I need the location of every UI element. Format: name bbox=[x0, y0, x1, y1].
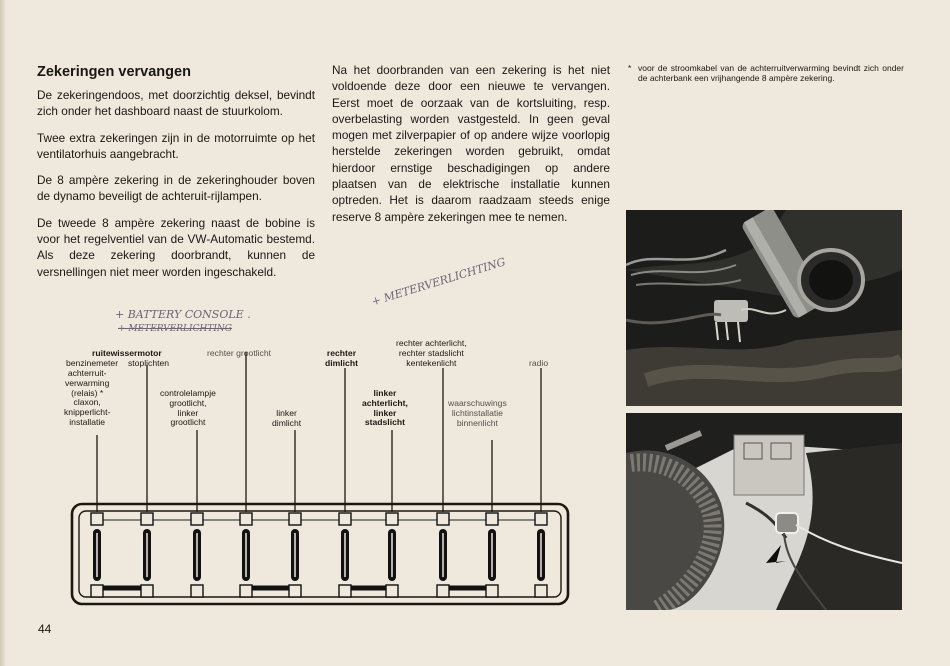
paragraph-fusebox: De zekeringendoos, met doorzichtig deksel, bevindt zich onder het dashboard naast de stuurkolom. bbox=[37, 88, 315, 119]
footnote bbox=[628, 63, 904, 83]
footnote-marker: * bbox=[628, 63, 632, 73]
handwriting-battery-console: + BATTERY CONSOLE . bbox=[115, 308, 251, 321]
label-stoplichten: stoplichten bbox=[128, 358, 170, 368]
paragraph-automatic: De tweede 8 ampère zekering naast de bobine is voor het regelventiel van de VW-Automatic bestemd. Als deze zekering doorbrandt, kunnen de versnellingen niet meer worden ingeschakeld. bbox=[37, 215, 315, 279]
label-achterruitverwarming: achterruit- verwarming (relais) * claxon, knipperlicht- installatie bbox=[64, 368, 111, 427]
handwriting-meter-crossed: + METERVERLICHTING bbox=[118, 324, 232, 334]
middle-column: Na het doorbranden van een zekering is het niet voldoende deze door een nieuwe te vervangen. Eerst moet de oorzaak van de kortsluiting, resp. overbelasting worden vastgesteld. In geen geval mogen met zilverpapier of op andere wijze voorlopig herstelde zekeringen worden gebruikt, omdat hierdoor ernstige beschadigingen op andere plaatsen van de elektrische installatie kunnen optreden. Het is daarom raadzaam steeds enige reserve 8 ampère zekeringen mee te nemen. bbox=[332, 63, 610, 224]
label-controlelampje: controlelampje grootlicht, linker grootlicht bbox=[160, 388, 216, 428]
page-number: 44 bbox=[38, 622, 52, 636]
left-column bbox=[37, 64, 315, 290]
fuse-box-diagram bbox=[60, 330, 580, 610]
label-rechter-achterlicht: rechter achterlicht, rechter stadslicht kentekenlicht bbox=[396, 338, 467, 368]
label-linker-achterlicht: linker achterlicht, linker stadslicht bbox=[362, 388, 408, 428]
label-ruitewissermotor: ruitewissermotor bbox=[92, 348, 162, 358]
label-waarschuwingslicht: waarschuwings lichtinstallatie binnenlicht bbox=[448, 398, 507, 428]
label-radio: radio bbox=[529, 358, 549, 368]
label-rechter-grootlicht: rechter grootlicht bbox=[207, 348, 272, 358]
footnote-text: voor de stroomkabel van de achterruitverwarming bevindt zich onder de achterbank een vrijhangende 8 ampère zekering. bbox=[638, 63, 904, 83]
section-title: Zekeringen vervangen bbox=[37, 64, 191, 80]
fuse-row bbox=[91, 513, 547, 597]
label-linker-dimlicht: linker dimlicht bbox=[272, 408, 302, 428]
paragraph-engine-fuses: Twee extra zekeringen zijn in de motorruimte op het ventilatorhuis aangebracht. bbox=[37, 130, 315, 161]
page-fold-shadow bbox=[0, 0, 6, 666]
paragraph-reverse-lights: De 8 ampère zekering in de zekeringhouder boven de dynamo beveiligt de achteruit-rijlampen. bbox=[37, 173, 315, 204]
engine-photo-bottom bbox=[626, 413, 902, 610]
label-benzinemeter: benzinemeter bbox=[66, 358, 119, 368]
label-rechter-dimlicht: rechter dimlicht bbox=[325, 348, 358, 368]
engine-photo-top bbox=[626, 210, 902, 406]
handwriting-meterverlichting: + METERVERLICHTING bbox=[370, 255, 507, 309]
